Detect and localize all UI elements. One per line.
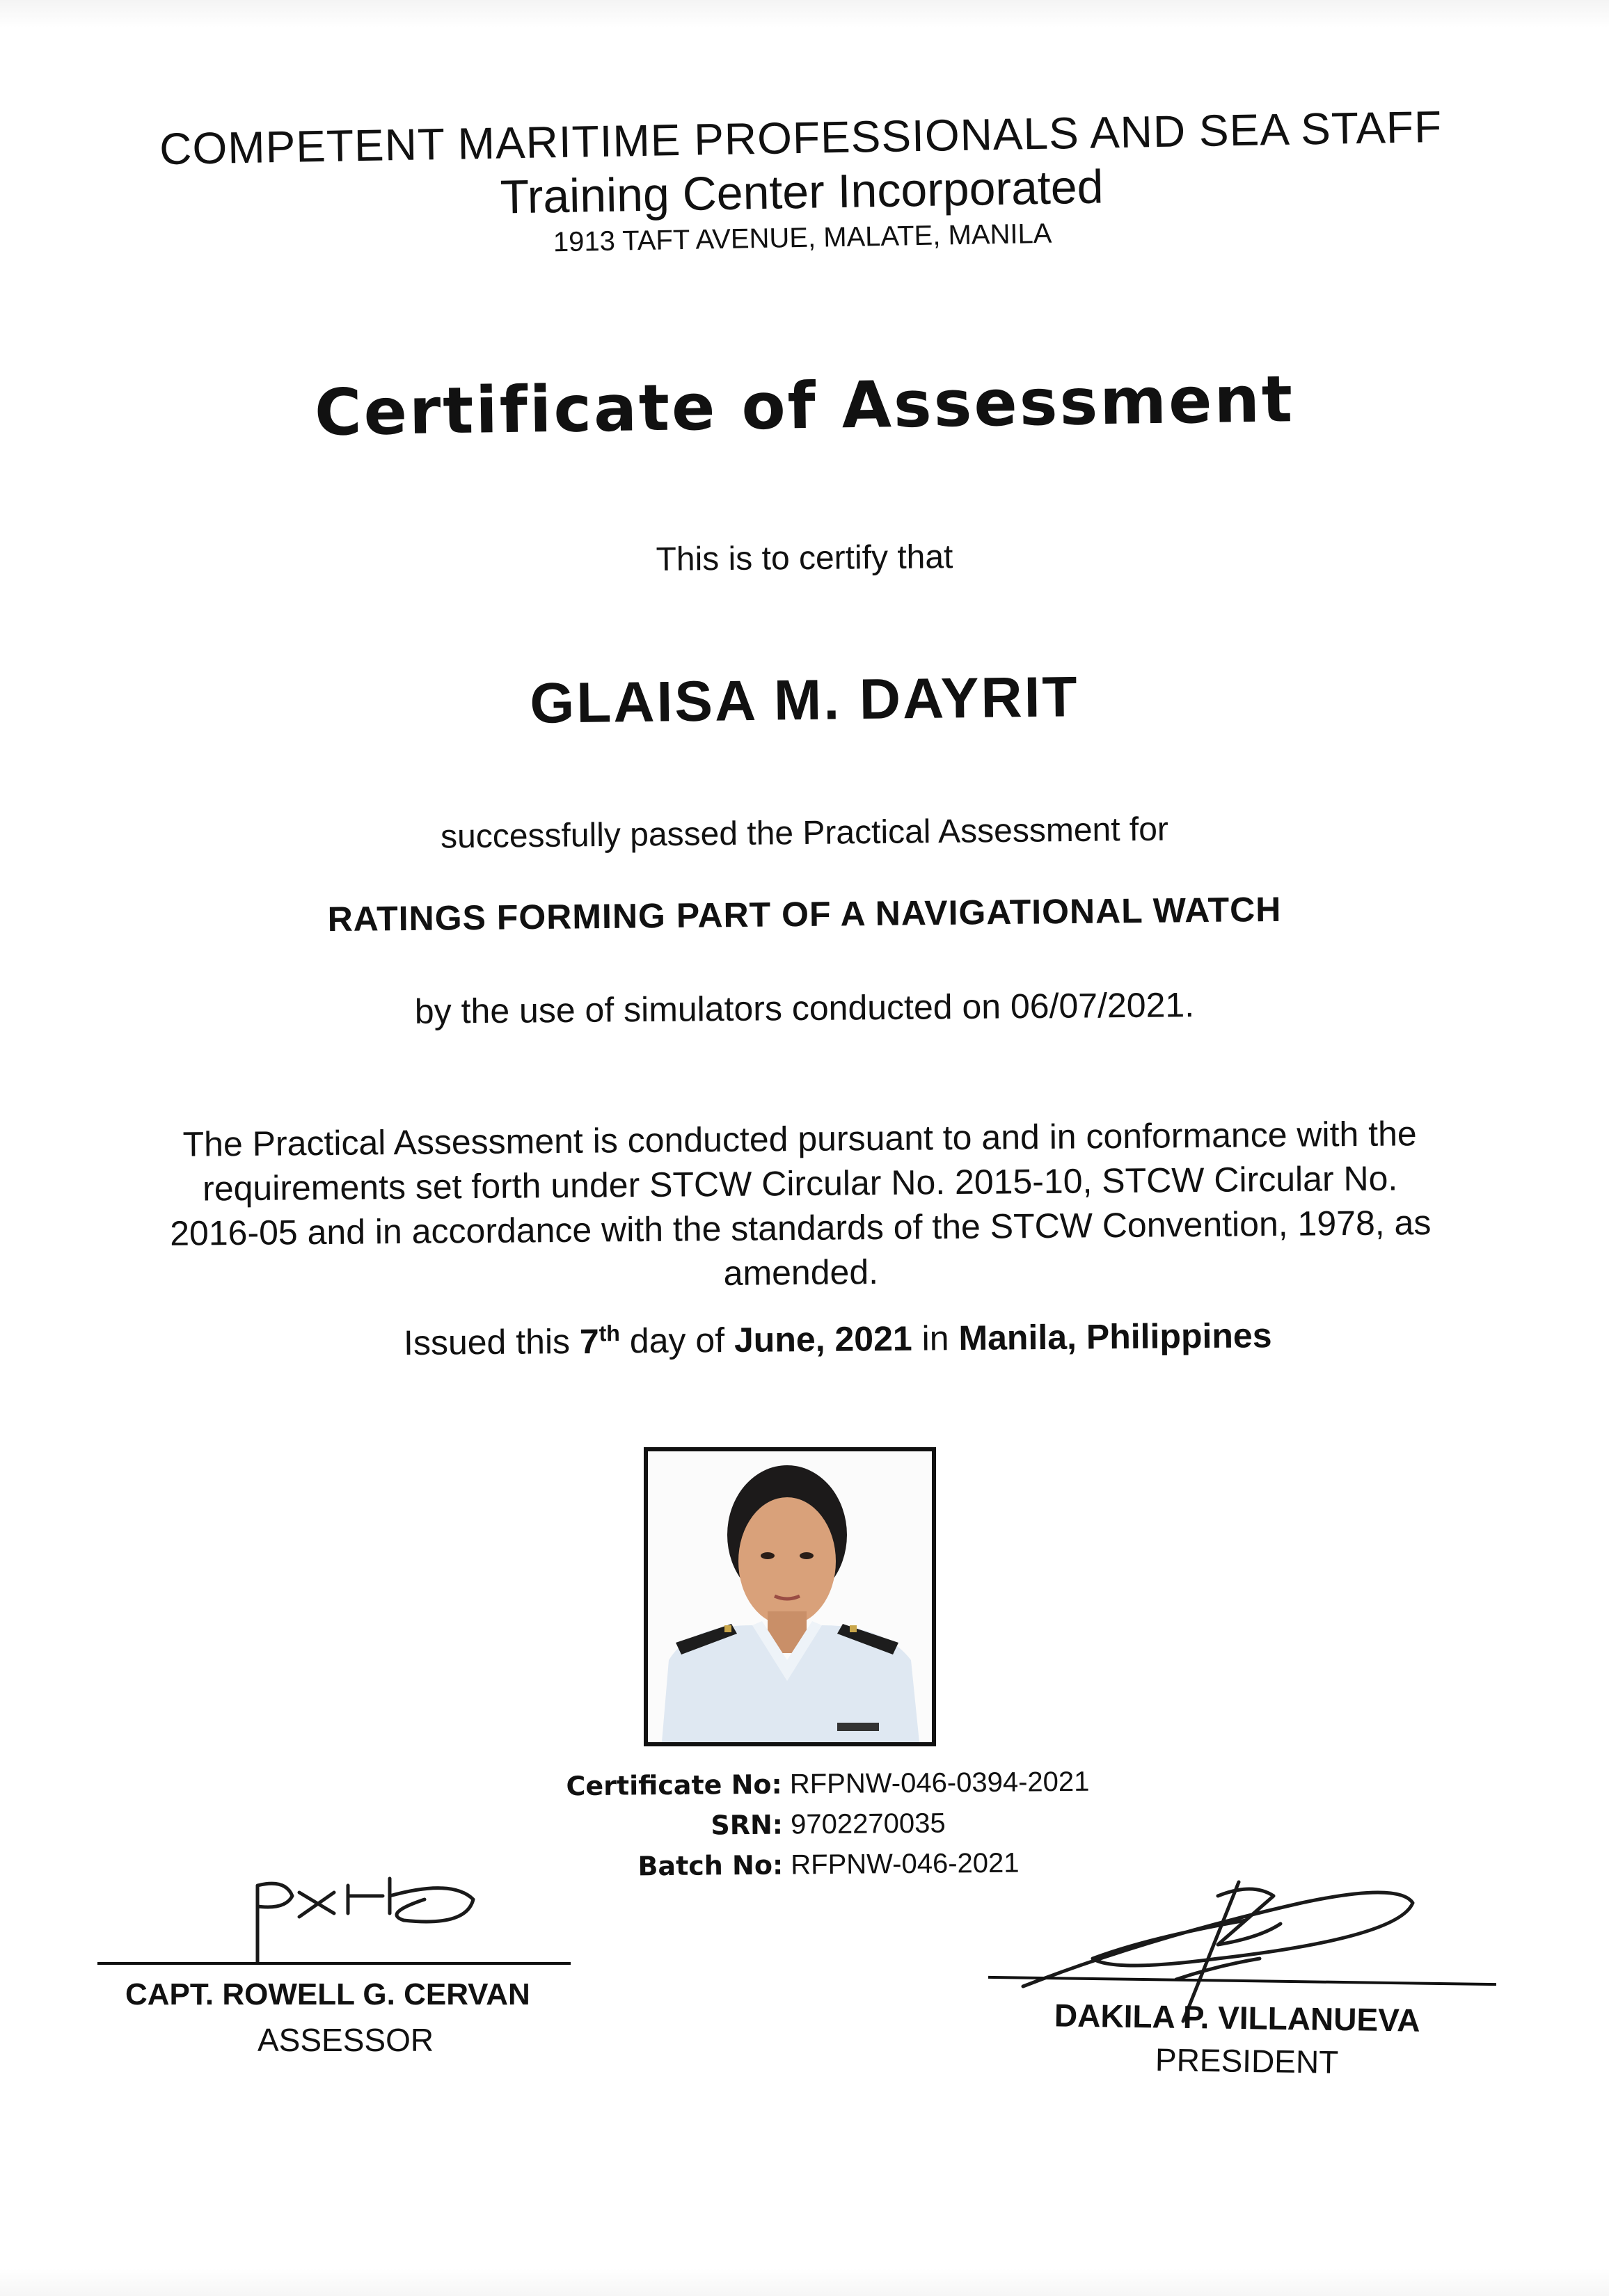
conformance-line: 2016-05 and in accordance with the standards of the STCW Convention, 1978, as bbox=[169, 1203, 1432, 1253]
recipient-photo bbox=[644, 1447, 936, 1746]
issued-day: 7th bbox=[579, 1320, 621, 1361]
issued-city: Manila, bbox=[958, 1317, 1077, 1358]
issued-in-word: in bbox=[921, 1318, 949, 1358]
conformance-line: The Practical Assessment is conducted pursuant to and in conformance with the bbox=[182, 1114, 1417, 1164]
certify-intro: This is to certify that bbox=[656, 539, 953, 578]
conformance-line: requirements set forth under STCW Circular No. 2015-10, STCW Circular No. bbox=[202, 1158, 1398, 1209]
recipient-name: GLAISA M. DAYRIT bbox=[529, 665, 1080, 735]
issued-day-suffix: th bbox=[599, 1320, 621, 1346]
assessor-signature-line bbox=[97, 1962, 571, 1965]
president-title: PRESIDENT bbox=[1155, 2041, 1339, 2080]
batch-number-label: Batch No: bbox=[637, 1849, 784, 1882]
issued-day-word: day of bbox=[629, 1321, 725, 1361]
srn-row bbox=[445, 1801, 1211, 1848]
batch-number-value: RFPNW-046-2021 bbox=[791, 1847, 1020, 1881]
conducted-statement: by the use of simulators conducted on 06/07/2021. bbox=[414, 985, 1195, 1031]
conformance-line: amended. bbox=[723, 1252, 879, 1293]
organization-name: COMPETENT MARITIME PROFESSIONALS AND SEA STAFF bbox=[159, 101, 1443, 175]
certificate-number-row bbox=[445, 1760, 1210, 1808]
srn-label: SRN: bbox=[711, 1809, 784, 1841]
srn-value: 9702270035 bbox=[790, 1808, 946, 1840]
organization-address: 1913 TAFT AVENUE, MALATE, MANILA bbox=[553, 218, 1052, 258]
organization-header bbox=[104, 99, 1498, 269]
issued-prefix: Issued this bbox=[403, 1322, 571, 1363]
issued-statement bbox=[404, 1315, 1272, 1364]
passed-statement: successfully passed the Practical Assessment for bbox=[440, 811, 1169, 856]
president-name: DAKILA P. VILLANUEVA bbox=[1054, 1997, 1420, 2039]
course-name: RATINGS FORMING PART OF A NAVIGATIONAL WATCH bbox=[327, 889, 1282, 939]
certificate-number-label: Certificate No: bbox=[566, 1769, 782, 1802]
issued-country: Philippines bbox=[1086, 1316, 1272, 1357]
issued-date: June, 2021 bbox=[734, 1318, 912, 1360]
certificate-number-value: RFPNW-046-0394-2021 bbox=[789, 1766, 1090, 1800]
conformance-paragraph bbox=[104, 1110, 1497, 1300]
assessor-signature bbox=[244, 1865, 536, 1962]
certificate-title: Certificate of Assessment bbox=[314, 362, 1295, 450]
assessor-name: CAPT. ROWELL G. CERVAN bbox=[125, 1977, 530, 2011]
organization-subtitle: Training Center Incorporated bbox=[500, 160, 1104, 224]
assessor-title: ASSESSOR bbox=[257, 2022, 434, 2058]
